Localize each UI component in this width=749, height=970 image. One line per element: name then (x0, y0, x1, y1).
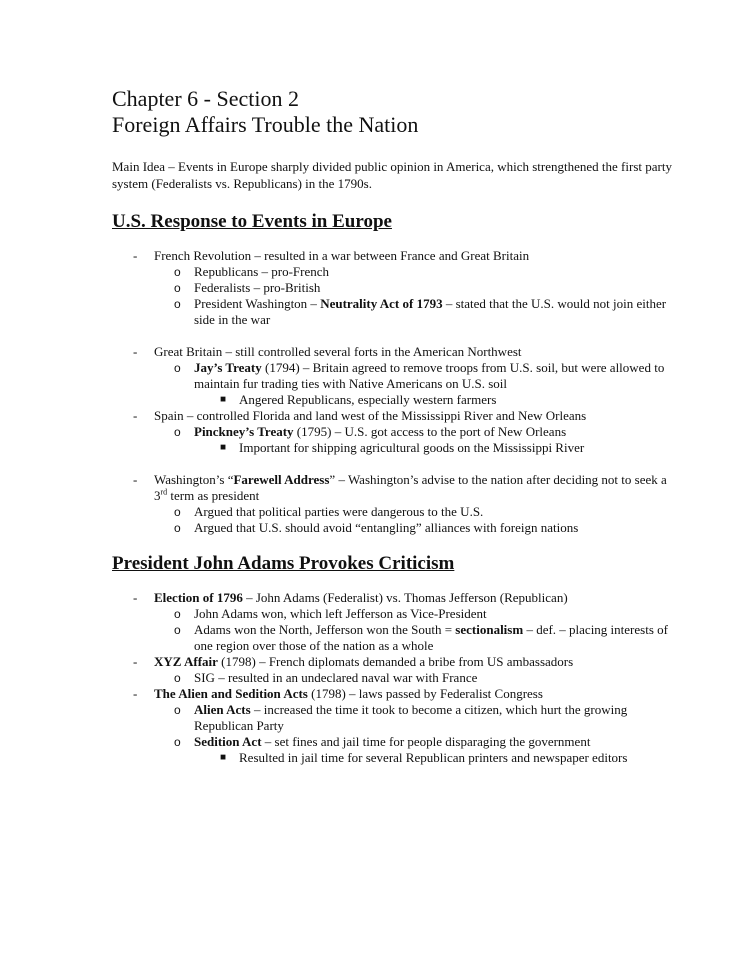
list-item: - French Revolution – resulted in a war between France and Great Britain (133, 248, 530, 263)
list-item: ■ Angered Republicans, especially western farmers (220, 392, 497, 407)
circle-bullet-icon: o (174, 671, 181, 685)
list-item: o Argued that U.S. should avoid “entangling” alliances with foreign nations (174, 520, 579, 535)
circle-bullet-icon: o (174, 265, 181, 279)
list-item: - Election of 1796 – John Adams (Federalist) vs. Thomas Jefferson (Republican) (133, 590, 568, 605)
page-title (112, 86, 672, 138)
list-item: o SIG – resulted in an undeclared naval war with France (174, 670, 478, 685)
title-line-2: Foreign Affairs Trouble the Nation (112, 112, 419, 137)
main-idea: Main Idea – Events in Europe sharply divided public opinion in America, which strengthened the first party system (Federalists vs. Republicans) in the 1790s. (112, 159, 672, 191)
circle-bullet-icon: o (174, 521, 181, 535)
section-heading-1: U.S. Response to Events in Europe (112, 211, 392, 232)
section-heading-2: President John Adams Provokes Criticism (112, 553, 455, 574)
circle-bullet-icon: o (174, 607, 181, 621)
circle-bullet-icon: o (174, 425, 181, 439)
square-bullet-icon: ■ (220, 394, 227, 405)
circle-bullet-icon: o (174, 735, 181, 749)
list-item: o Alien Acts – increased the time it took to become a citizen, which hurt the growing Republican Party (174, 702, 628, 733)
document-page (112, 86, 672, 766)
list-item: - Spain – controlled Florida and land west of the Mississippi River and New Orleans (133, 408, 587, 423)
list-item: - Washington’s “Farewell Address” – Washington’s advise to the nation after deciding not to seek a 3rd term as president (133, 472, 667, 503)
list-item: - Great Britain – still controlled several forts in the American Northwest (133, 344, 522, 359)
list-item: ■ Resulted in jail time for several Republican printers and newspaper editors (220, 750, 628, 765)
title-line-1: Chapter 6 - Section 2 (112, 86, 299, 111)
circle-bullet-icon: o (174, 361, 181, 375)
square-bullet-icon: ■ (220, 442, 227, 453)
section-2-list (112, 590, 672, 766)
list-item: - The Alien and Sedition Acts (1798) – laws passed by Federalist Congress (133, 686, 543, 701)
dash-marker: - (133, 408, 138, 423)
dash-marker: - (133, 686, 138, 701)
circle-bullet-icon: o (174, 703, 181, 717)
dash-marker: - (133, 590, 138, 605)
list-item: - XYZ Affair (1798) – French diplomats demanded a bribe from US ambassadors (133, 654, 574, 669)
section-1-list (112, 248, 672, 536)
dash-marker: - (133, 654, 138, 669)
circle-bullet-icon: o (174, 505, 181, 519)
circle-bullet-icon: o (174, 623, 181, 637)
dash-marker: - (133, 248, 138, 263)
list-item: o Pinckney’s Treaty (1795) – U.S. got access to the port of New Orleans (174, 424, 567, 439)
list-item: o President Washington – Neutrality Act of 1793 – stated that the U.S. would not join either side in the war (174, 296, 667, 327)
dash-marker: - (133, 472, 138, 487)
list-item: o Jay’s Treaty (1794) – Britain agreed to remove troops from U.S. soil, but were allowed to maintain fur trading ties with Native Americans on U.S. soil (174, 360, 665, 391)
square-bullet-icon: ■ (220, 752, 227, 763)
list-item: o Federalists – pro-British (174, 280, 321, 295)
list-item: o Republicans – pro-French (174, 264, 330, 279)
dash-marker: - (133, 344, 138, 359)
list-item: o Adams won the North, Jefferson won the South = sectionalism – def. – placing interests of one region over those of the nation as a whole (174, 622, 668, 653)
list-item: o Sedition Act – set fines and jail time for people disparaging the government (174, 734, 591, 749)
list-item: o John Adams won, which left Jefferson as Vice-President (174, 606, 487, 621)
circle-bullet-icon: o (174, 281, 181, 295)
list-item: o Argued that political parties were dangerous to the U.S. (174, 504, 484, 519)
list-item: ■ Important for shipping agricultural goods on the Mississippi River (220, 440, 585, 455)
circle-bullet-icon: o (174, 297, 181, 311)
